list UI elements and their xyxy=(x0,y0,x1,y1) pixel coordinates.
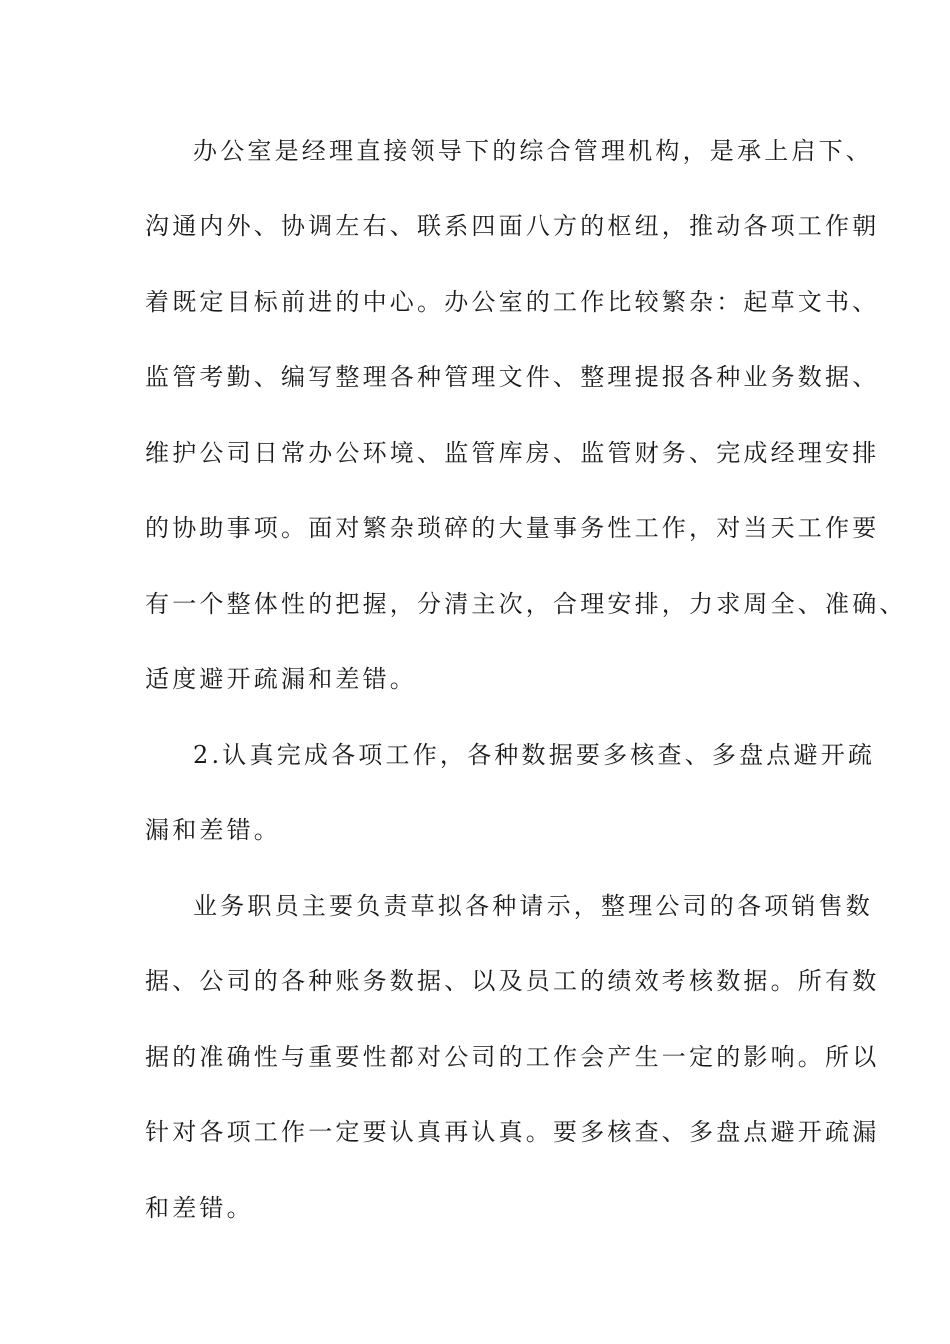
text-line: 着既定目标前进的中心。办公室的工作比较繁杂：起草文书、 xyxy=(145,288,880,316)
text-line: 据的准确性与重要性都对公司的工作会产生一定的影响。所以 xyxy=(145,1043,880,1071)
text-line: 据、公司的各种账务数据、以及员工的绩效考核数据。所有数 xyxy=(145,967,880,995)
text-line: 沟通内外、协调左右、联系四面八方的枢纽，推动各项工作朝 xyxy=(145,212,880,240)
text-line: 的协助事项。面对繁杂琐碎的大量事务性工作，对当天工作要 xyxy=(145,514,880,542)
text-line: 有一个整体性的把握，分清主次，合理安排，力求周全、准确、 xyxy=(145,590,907,618)
text-line: 漏和差错。 xyxy=(145,816,281,844)
text-line: 办公室是经理直接领导下的综合管理机构，是承上启下、 xyxy=(193,137,873,165)
text-line: 针对各项工作一定要认真再认真。要多核查、多盘点避开疏漏 xyxy=(145,1118,880,1146)
text-line: 适度避开疏漏和差错。 xyxy=(145,665,417,693)
text-line: 维护公司日常办公环境、监管库房、监管财务、完成经理安排 xyxy=(145,439,880,467)
text-line: 和差错。 xyxy=(145,1194,254,1222)
text-line: 业务职员主要负责草拟各种请示，整理公司的各项销售数 xyxy=(193,892,873,920)
text-line: 2.认真完成各项工作，各种数据要多核查、多盘点避开疏 xyxy=(193,741,876,769)
text-line: 监管考勤、编写整理各种管理文件、整理提报各种业务数据、 xyxy=(145,363,880,391)
